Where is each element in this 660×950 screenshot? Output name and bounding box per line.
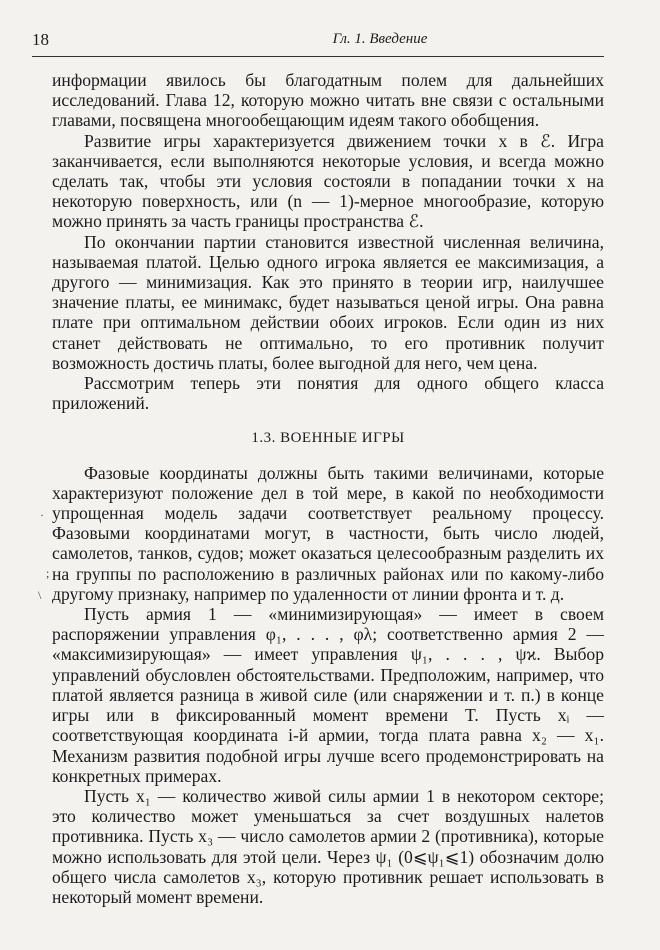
margin-mark: ; [46,566,50,580]
paragraph-7: Пусть x₁ — количество живой силы армии 1 в некотором секторе; это количество может уменьшаться за счет воздушных налетов противника. Пусть x₃ — число самолетов армии 2 (противника), которые можно использовать для этой цели. Через ψ₁ (0⩽ψ₁⩽1) обозначим долю общего числа самолетов x₃, которую противник решает использовать в некоторый момент времени. [52,785,604,907]
running-title: Гл. 1. Введение [332,31,428,47]
paragraph-4: Рассмотрим теперь эти понятия для одного общего класса приложений. [52,373,604,414]
paragraph-1: информации явилось бы благодатным полем для дальнейших исследований. Глава 12, которую можно читать вне связи с остальными главами, посвящена многообещающим идеям такого обобщения. [52,70,604,131]
paragraph-5: Фазовые координаты должны быть такими величинами, которые характеризуют положение дел в той мере, в какой по необходимости упрощенная модель задачи соответствует реальному процессу. Фазовыми координатами могут, в частности, быть число людей, самолетов, танков, судов; может оказаться целесообразным разделить их на группы по расположению в различных районах или по какому-либо другому признаку, например по удаленности от линии фронта и т. д. [52,462,604,604]
paragraph-6: Пусть армия 1 — «минимизирующая» — имеет в своем распоряжении управления φ₁, . . . , φλ; соответственно армия 2 — «максимизирующая» — имеет управления ψ₁, . . . , ψϰ. Выбор управлений обусловлен обстоятельствами. Предположим, например, что платой является разница в живой силе (или снаряжении и т. п.) в конце игры или в фиксированный момент времени T. Пусть xᵢ — соответствующая координата i-й армии, тогда плата равна x₂ — x₁. Механизм развития подобной игры лучше всего продемонстрировать на конкретных примерах. [52,604,604,786]
header-rule [32,56,604,57]
page-number: 18 [32,30,49,49]
paragraph-3: По окончании партии становится известной численная величина, называемая платой. Целью одного игрока является ее максимизация, а другого — минимизация. Как это принято в теории игр, наилучшее значение платы, ее минимакс, будет называться ценой игры. Она равна плате при оптимальном действии обоих игроков. Если один из них станет действовать не оптимально, то его противник получит возможность достичь платы, более выгодной для него, чем цена. [52,231,604,373]
margin-mark: · [40,508,44,522]
page-body [52,70,604,907]
section-heading: 1.3. ВОЕННЫЕ ИГРЫ [251,430,405,447]
paragraph-2: Развитие игры характеризуется движением точки x в ℰ. Игра заканчивается, если выполняются некоторые условия, и всегда можно сделать так, чтобы эти условия состояли в попадании точки x на некоторую поверхность, или (n — 1)-мерное многообразие, которую можно принять за часть границы пространства ℰ. [52,130,604,232]
margin-mark: \ [38,588,42,602]
